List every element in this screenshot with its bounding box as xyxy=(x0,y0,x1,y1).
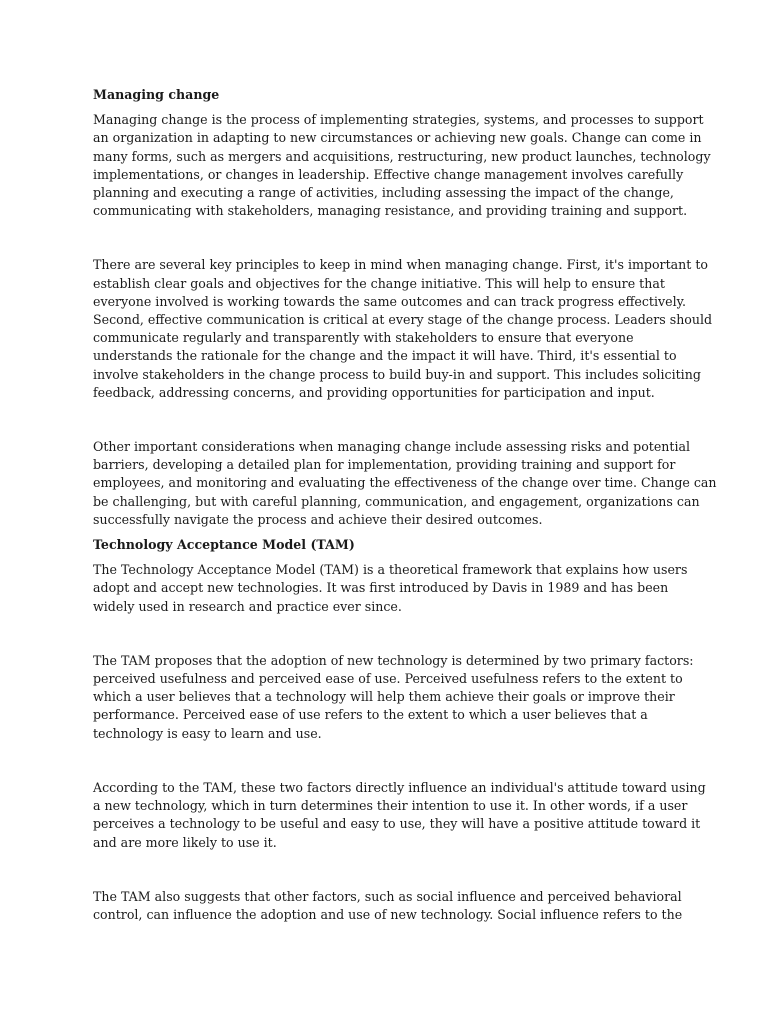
paragraph-spacer xyxy=(93,529,681,536)
text-line: which a user believes that a technology will help them achieve their goals or improve their xyxy=(93,689,675,705)
text-line: employees, and monitoring and evaluating the effectiveness of the change over time. Change can xyxy=(93,475,717,491)
paragraph-key-principles xyxy=(93,256,713,402)
text-line: The Technology Acceptance Model (TAM) is a theoretical framework that explains how users xyxy=(93,562,688,578)
text-line: According to the TAM, these two factors directly influence an individual's attitude toward using xyxy=(93,779,706,795)
text-line: an organization in adapting to new circumstances or achieving new goals. Change can come in xyxy=(93,130,702,146)
text-line: everyone involved is working towards the same outcomes and can track progress effectively. xyxy=(93,293,687,309)
text-line: planning and executing a range of activities, including assessing the impact of the change, xyxy=(93,185,674,201)
text-line: The TAM also suggests that other factors, such as social influence and perceived behavioral xyxy=(93,888,682,904)
text-line: The TAM proposes that the adoption of new technology is determined by two primary factors: xyxy=(93,652,694,668)
text-line: successfully navigate the process and achieve their desired outcomes. xyxy=(93,511,543,527)
text-line: implementations, or changes in leadership. Effective change management involves carefully xyxy=(93,166,684,182)
document-page xyxy=(93,86,717,924)
text-line: Second, effective communication is critical at every stage of the change process. Leaders should xyxy=(93,312,713,328)
section-heading-managing-change: Managing change xyxy=(93,87,220,102)
text-line: a new technology, which in turn determines their intention to use it. In other words, if a user xyxy=(93,798,688,814)
paragraph-spacer xyxy=(93,220,681,256)
text-line: perceived usefulness and perceived ease of use. Perceived usefulness refers to the extent to xyxy=(93,671,683,687)
text-line: understands the rationale for the change and the impact it will have. Third, it's essential to xyxy=(93,348,677,364)
paragraph-spacer xyxy=(93,616,681,652)
text-line: and are more likely to use it. xyxy=(93,834,277,850)
paragraph-tam-other-factors xyxy=(93,888,681,924)
paragraph-managing-change-definition xyxy=(93,111,711,220)
text-line: There are several key principles to keep in mind when managing change. First, it's important to xyxy=(93,257,708,273)
paragraph-other-considerations xyxy=(93,438,717,529)
section-heading-tam: Technology Acceptance Model (TAM) xyxy=(93,537,355,553)
text-line: many forms, such as mergers and acquisitions, restructuring, new product launches, technology xyxy=(93,148,711,164)
text-line: control, can influence the adoption and use of new technology. Social influence refers to the xyxy=(93,906,683,922)
text-line: Managing change is the process of implementing strategies, systems, and processes to support xyxy=(93,112,704,128)
text-line: barriers, developing a detailed plan for implementation, providing training and support for xyxy=(93,457,676,473)
text-line: widely used in research and practice ever since. xyxy=(93,598,402,614)
text-line: feedback, addressing concerns, and providing opportunities for participation and input. xyxy=(93,384,655,400)
text-line: communicating with stakeholders, managing resistance, and providing training and support. xyxy=(93,203,688,219)
text-line: Other important considerations when managing change include assessing risks and potential xyxy=(93,439,691,455)
text-line: establish clear goals and objectives for the change initiative. This will help to ensure that xyxy=(93,275,665,291)
paragraph-tam-factors xyxy=(93,652,694,743)
text-line: communicate regularly and transparently with stakeholders to ensure that everyone xyxy=(93,330,634,346)
text-line: be challenging, but with careful planning, communication, and engagement, organizations can xyxy=(93,493,700,509)
paragraph-spacer xyxy=(93,852,681,888)
paragraph-tam-intro xyxy=(93,561,688,616)
text-line: adopt and accept new technologies. It was first introduced by Davis in 1989 and has been xyxy=(93,580,669,596)
paragraph-spacer xyxy=(93,743,681,779)
text-line: performance. Perceived ease of use refers to the extent to which a user believes that a xyxy=(93,707,648,723)
text-line: technology is easy to learn and use. xyxy=(93,725,322,741)
paragraph-spacer xyxy=(93,402,681,438)
text-line: perceives a technology to be useful and easy to use, they will have a positive attitude toward it xyxy=(93,816,701,832)
paragraph-tam-attitude xyxy=(93,779,706,852)
text-line: involve stakeholders in the change process to build buy-in and support. This includes soliciting xyxy=(93,366,701,382)
